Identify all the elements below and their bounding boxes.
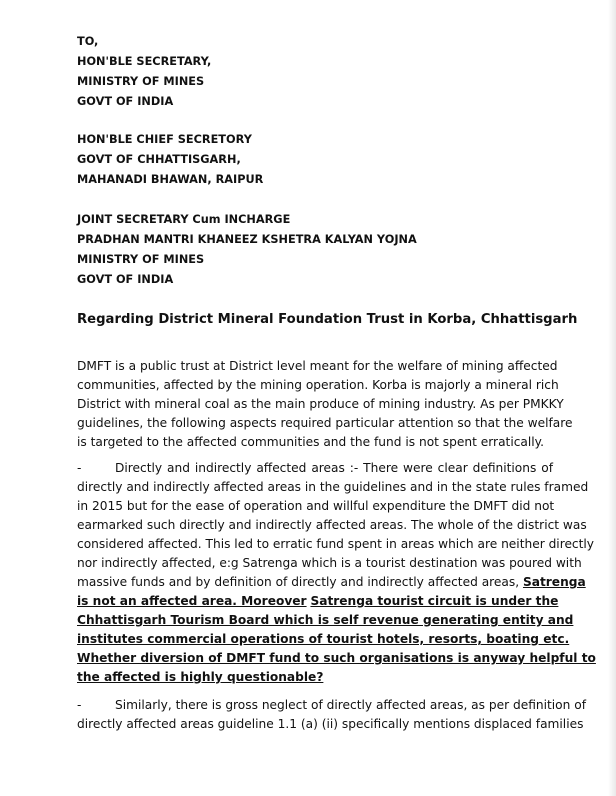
intro-paragraph bbox=[77, 357, 573, 452]
bullet-paragraph-neglect bbox=[77, 696, 586, 734]
address-block-joint-secretary bbox=[77, 210, 577, 290]
bullet-marker: - bbox=[77, 461, 82, 475]
subject-heading: Regarding District Mineral Foundation Trust in Korba, Chhattisgarh bbox=[77, 312, 578, 327]
emphasis-line: Whether diversion of DMFT fund to such organisations is anyway helpful to bbox=[77, 651, 596, 665]
paragraph-line: directly and indirectly affected areas in the guidelines and in the state rules framed bbox=[77, 480, 589, 494]
paragraph-line: directly affected areas guideline 1.1 (a) (ii) specifically mentions displaced families bbox=[77, 717, 584, 731]
address-line: GOVT OF INDIA bbox=[77, 273, 174, 286]
paragraph-line: District with mineral coal as the main produce of mining industry. As per PMKKY bbox=[77, 397, 564, 411]
page-edge-shadow bbox=[608, 0, 616, 796]
address-line: MINISTRY OF MINES bbox=[77, 253, 205, 266]
emphasis-text: Satrenga bbox=[522, 575, 586, 589]
address-line: GOVT OF INDIA bbox=[77, 95, 174, 108]
emphasis-line: the affected is highly questionable? bbox=[77, 670, 324, 684]
address-line: JOINT SECRETARY Cum INCHARGE bbox=[77, 213, 291, 226]
paragraph-line bbox=[77, 696, 586, 715]
address-line: TO, bbox=[77, 35, 99, 48]
address-block-chief-secretary bbox=[77, 130, 577, 190]
paragraph-line: earmarked such directly and indirectly affected areas. The whole of the district was bbox=[77, 518, 587, 532]
bullet-paragraph-affected-areas bbox=[77, 459, 596, 687]
paragraph-line: nor indirectly affected, e:g Satrenga which is a tourist destination was poured with bbox=[77, 556, 582, 570]
address-line: PRADHAN MANTRI KHANEEZ KSHETRA KALYAN YOJNA bbox=[77, 233, 417, 246]
paragraph-line bbox=[77, 573, 586, 592]
line-text: massive funds and by definition of directly and indirectly affected areas, bbox=[77, 575, 523, 589]
line-text: Directly and indirectly affected areas :- There were clear definitions of bbox=[115, 461, 553, 475]
address-line: HON'BLE SECRETARY, bbox=[77, 55, 212, 68]
emphasis-text: is not an affected area. Moreover bbox=[77, 594, 307, 608]
bullet-marker: - bbox=[77, 698, 82, 712]
emphasis-line: institutes commercial operations of tourist hotels, resorts, boating etc. bbox=[77, 632, 570, 646]
paragraph-line: considered affected. This led to erratic fund spent in areas which are neither directly bbox=[77, 537, 595, 551]
paragraph-line: communities, affected by the mining operation. Korba is majorly a mineral rich bbox=[77, 378, 559, 392]
paragraph-line: in 2015 but for the ease of operation and willful expenditure the DMFT did not bbox=[77, 499, 555, 513]
paragraph-line bbox=[77, 592, 559, 611]
emphasis-line: Chhattisgarh Tourism Board which is self revenue generating entity and bbox=[77, 613, 574, 627]
line-text: Similarly, there is gross neglect of directly affected areas, as per definition of bbox=[115, 698, 586, 712]
paragraph-line: DMFT is a public trust at District level meant for the welfare of mining affected bbox=[77, 359, 558, 373]
paragraph-line bbox=[77, 459, 553, 478]
emphasis-text: Satrenga tourist circuit is under the bbox=[310, 594, 559, 608]
address-line: HON'BLE CHIEF SECRETORY bbox=[77, 133, 252, 146]
address-block-secretary-mines bbox=[77, 32, 577, 112]
address-line: MAHANADI BHAWAN, RAIPUR bbox=[77, 173, 264, 186]
address-line: GOVT OF CHHATTISGARH, bbox=[77, 153, 241, 166]
paragraph-line: guidelines, the following aspects required particular attention so that the welfare bbox=[77, 416, 573, 430]
address-line: MINISTRY OF MINES bbox=[77, 75, 205, 88]
paragraph-line: is targeted to the affected communities and the fund is not spent erratically. bbox=[77, 435, 544, 449]
